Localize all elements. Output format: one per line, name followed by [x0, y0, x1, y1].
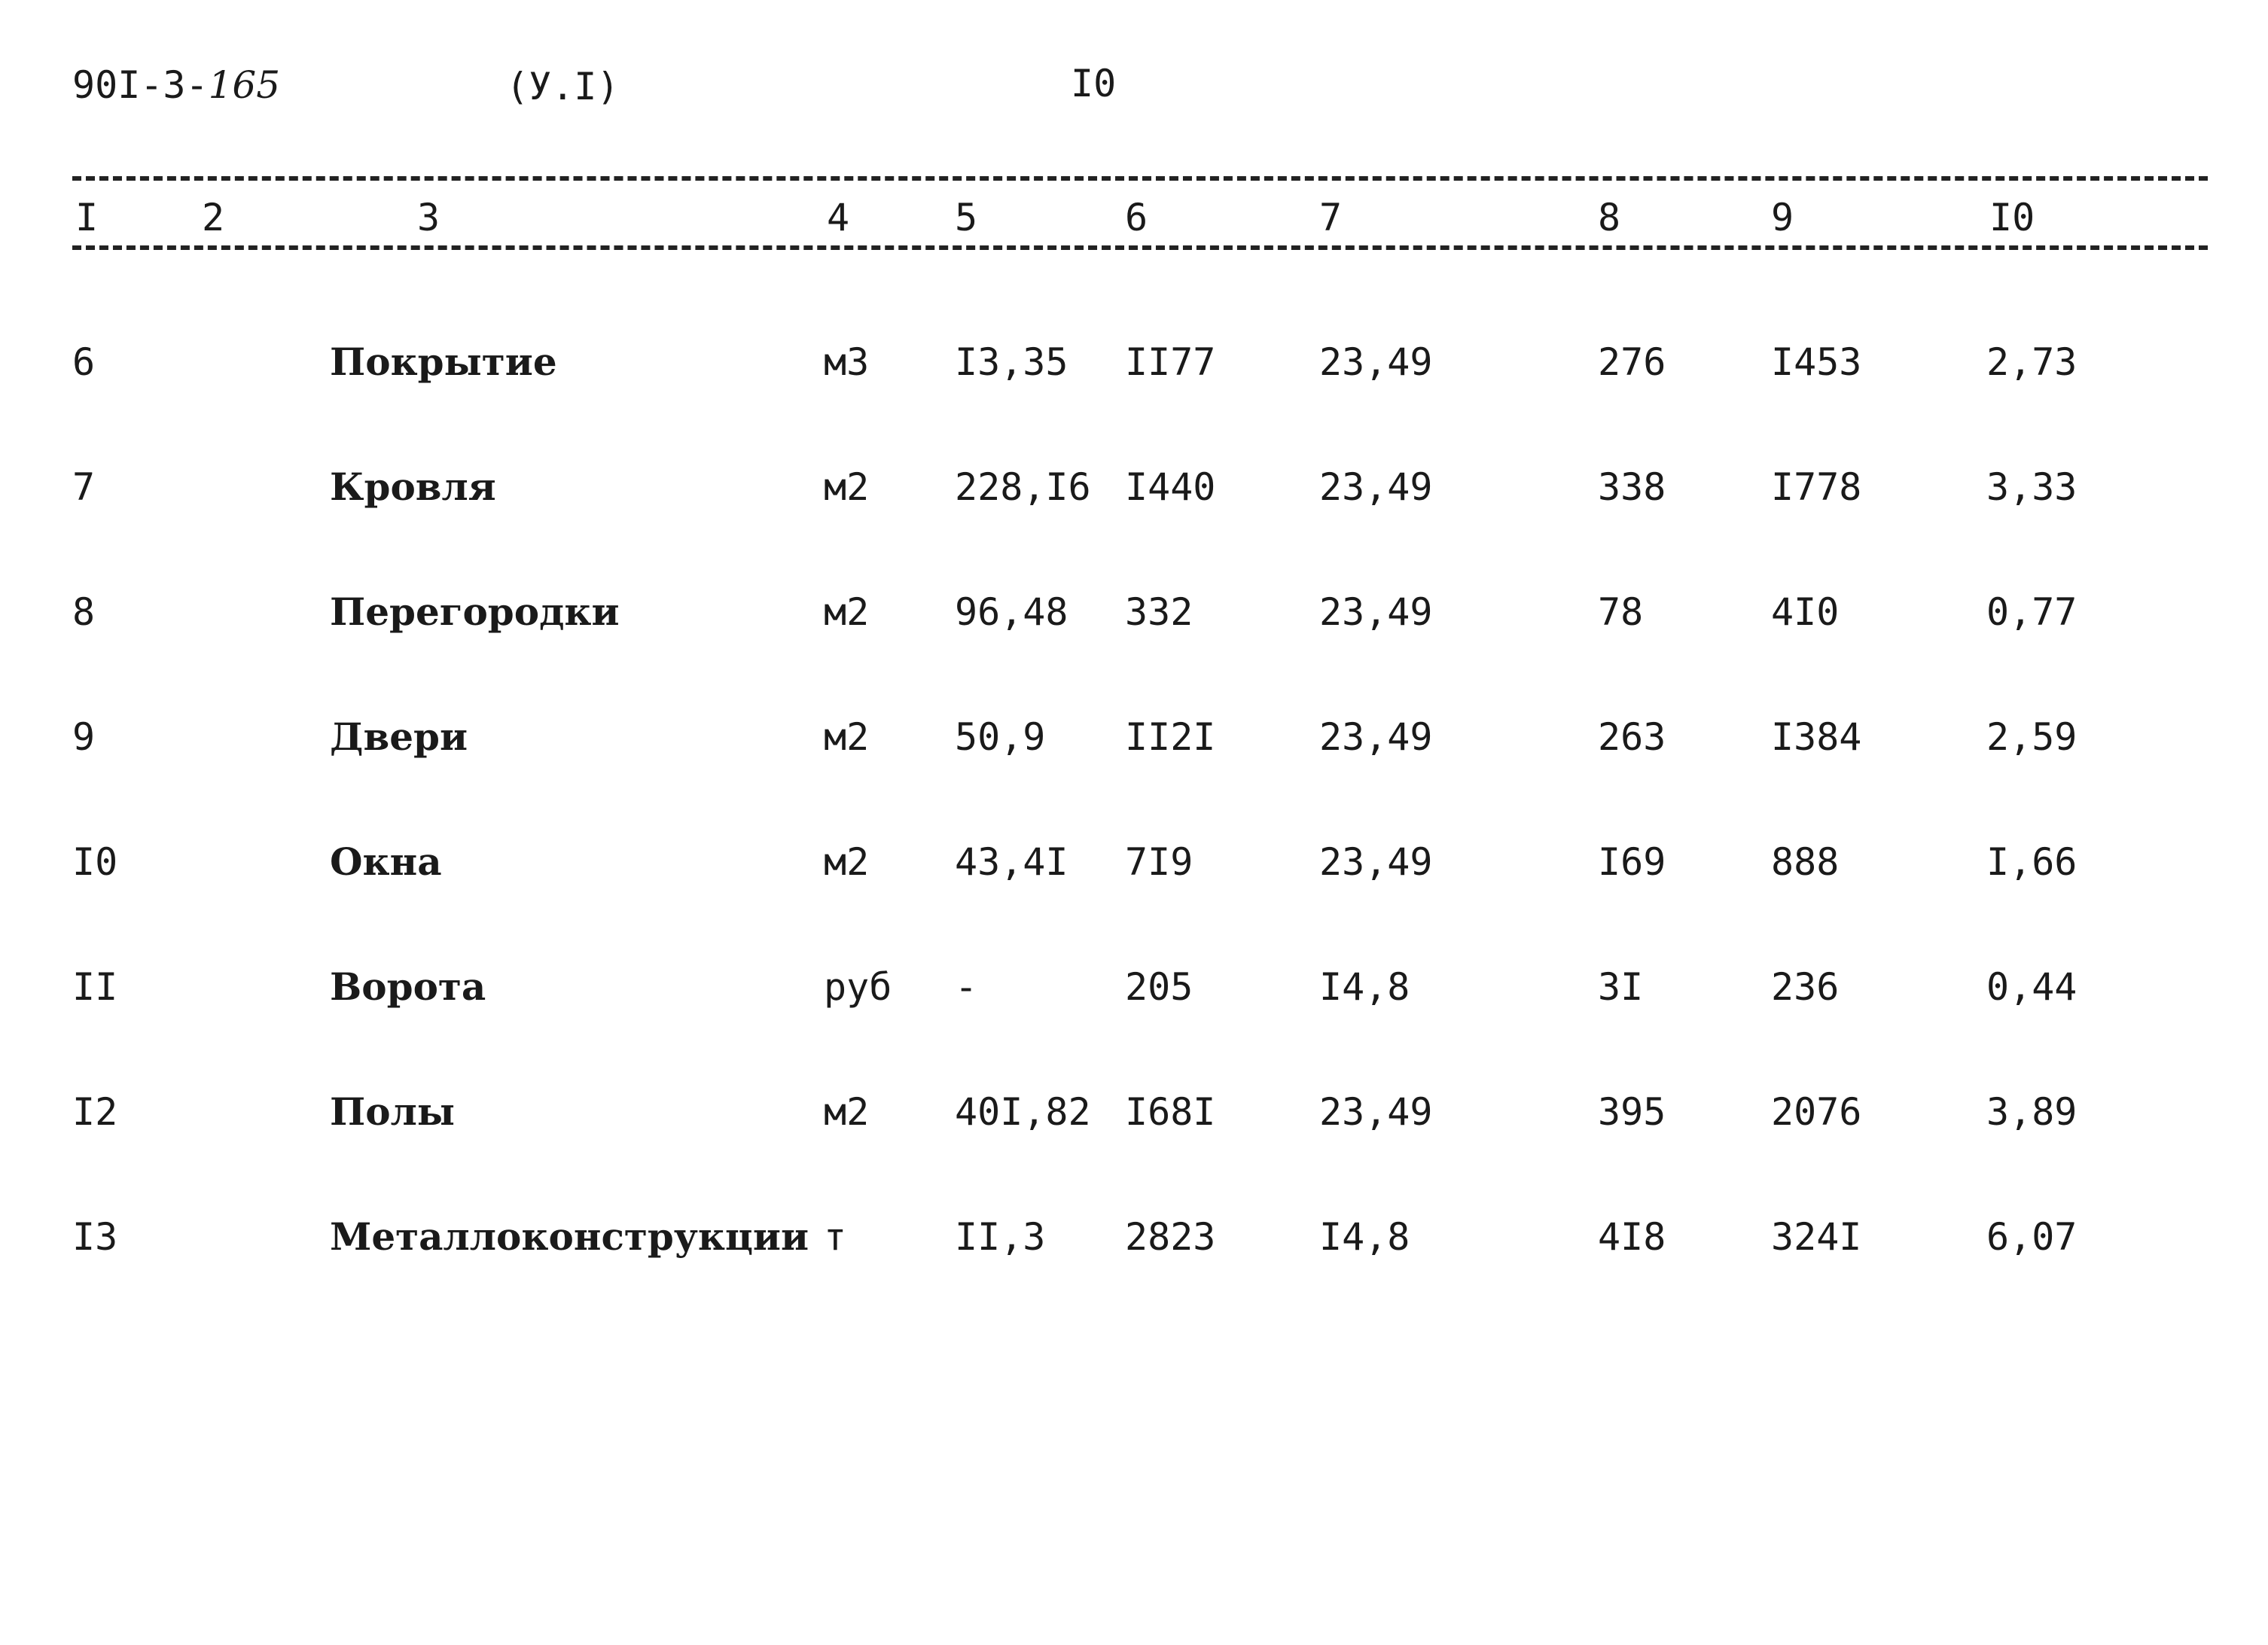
value-col-7: 23,49 — [1319, 465, 1433, 509]
document-code-prefix: 90I-3- — [72, 63, 209, 107]
element-name: Окна — [330, 839, 442, 884]
value-col-9: 2076 — [1771, 1090, 1862, 1134]
column-header-10: I0 — [1989, 196, 2035, 239]
value-col-9: 888 — [1771, 840, 1840, 884]
row-number: I3 — [72, 1215, 118, 1259]
value-col-9: I778 — [1771, 465, 1862, 509]
unit: м2 — [824, 715, 870, 759]
value-col-6: 205 — [1125, 965, 1193, 1009]
element-name: Ворота — [330, 964, 486, 1009]
value-col-7: I4,8 — [1319, 1215, 1410, 1259]
value-col-7: I4,8 — [1319, 965, 1410, 1009]
column-header-3: 3 — [417, 196, 440, 239]
unit: м2 — [824, 1090, 870, 1134]
column-header-4: 4 — [827, 196, 850, 239]
quantity: II,3 — [955, 1215, 1046, 1259]
page-number: I0 — [1071, 62, 1117, 105]
value-col-8: 3I — [1598, 965, 1644, 1009]
value-col-8: 4I8 — [1598, 1215, 1666, 1259]
value-col-8: 276 — [1598, 340, 1666, 384]
column-header-7: 7 — [1319, 196, 1343, 239]
unit: м2 — [824, 840, 870, 884]
value-col-10: 6,07 — [1986, 1215, 2077, 1259]
quantity: 228,I6 — [955, 465, 1091, 509]
value-col-6: I440 — [1125, 465, 1216, 509]
value-col-6: 2823 — [1125, 1215, 1216, 1259]
column-header-9: 9 — [1771, 196, 1794, 239]
variant-label: (У.I) — [506, 65, 620, 108]
value-col-10: 3,33 — [1986, 465, 2077, 509]
value-col-10: 3,89 — [1986, 1090, 2077, 1134]
element-name: Полы — [330, 1089, 455, 1134]
row-number: 9 — [72, 715, 96, 759]
element-name: Покрытие — [330, 340, 557, 384]
unit: м2 — [824, 465, 870, 509]
value-col-7: 23,49 — [1319, 590, 1433, 634]
quantity: 43,4I — [955, 840, 1068, 884]
value-col-6: II77 — [1125, 340, 1216, 384]
value-col-6: I68I — [1125, 1090, 1216, 1134]
element-name: Перегородки — [330, 589, 620, 634]
value-col-8: 395 — [1598, 1090, 1666, 1134]
value-col-10: 0,44 — [1986, 965, 2077, 1009]
row-number: 6 — [72, 340, 96, 384]
column-header-8: 8 — [1598, 196, 1621, 239]
column-header-6: 6 — [1125, 196, 1148, 239]
value-col-9: 4I0 — [1771, 590, 1840, 634]
value-col-8: 263 — [1598, 715, 1666, 759]
value-col-7: 23,49 — [1319, 340, 1433, 384]
element-name: Металлоконструкции — [330, 1214, 809, 1259]
value-col-9: 236 — [1771, 965, 1840, 1009]
row-number: II — [72, 965, 118, 1009]
element-name: Кровля — [330, 465, 496, 509]
unit: м2 — [824, 590, 870, 634]
quantity: I3,35 — [955, 340, 1068, 384]
value-col-8: 78 — [1598, 590, 1644, 634]
column-header-2: 2 — [202, 196, 225, 239]
value-col-6: 7I9 — [1125, 840, 1193, 884]
value-col-9: 324I — [1771, 1215, 1862, 1259]
document-code-handwritten: 165 — [208, 63, 281, 107]
value-col-7: 23,49 — [1319, 715, 1433, 759]
column-header-5: 5 — [955, 196, 978, 239]
row-number: I2 — [72, 1090, 118, 1134]
value-col-9: I453 — [1771, 340, 1862, 384]
row-number: 8 — [72, 590, 96, 634]
value-col-10: 0,77 — [1986, 590, 2077, 634]
value-col-7: 23,49 — [1319, 1090, 1433, 1134]
value-col-6: II2I — [1125, 715, 1216, 759]
unit: руб — [824, 965, 892, 1009]
row-number: I0 — [72, 840, 118, 884]
quantity: 40I,82 — [955, 1090, 1091, 1134]
value-col-10: 2,73 — [1986, 340, 2077, 384]
quantity: 96,48 — [955, 590, 1068, 634]
value-col-8: I69 — [1598, 840, 1666, 884]
value-col-7: 23,49 — [1319, 840, 1433, 884]
column-header-1: I — [75, 196, 99, 239]
element-name: Двери — [330, 714, 468, 759]
value-col-10: I,66 — [1986, 840, 2077, 884]
value-col-10: 2,59 — [1986, 715, 2077, 759]
quantity: 50,9 — [955, 715, 1046, 759]
quantity: - — [955, 965, 978, 1009]
unit: т — [824, 1215, 847, 1259]
unit: м3 — [824, 340, 870, 384]
dashed-rule-bottom — [72, 245, 2208, 250]
dashed-rule-top — [72, 176, 2208, 181]
value-col-8: 338 — [1598, 465, 1666, 509]
document-code — [72, 63, 281, 107]
row-number: 7 — [72, 465, 96, 509]
value-col-6: 332 — [1125, 590, 1193, 634]
value-col-9: I384 — [1771, 715, 1862, 759]
